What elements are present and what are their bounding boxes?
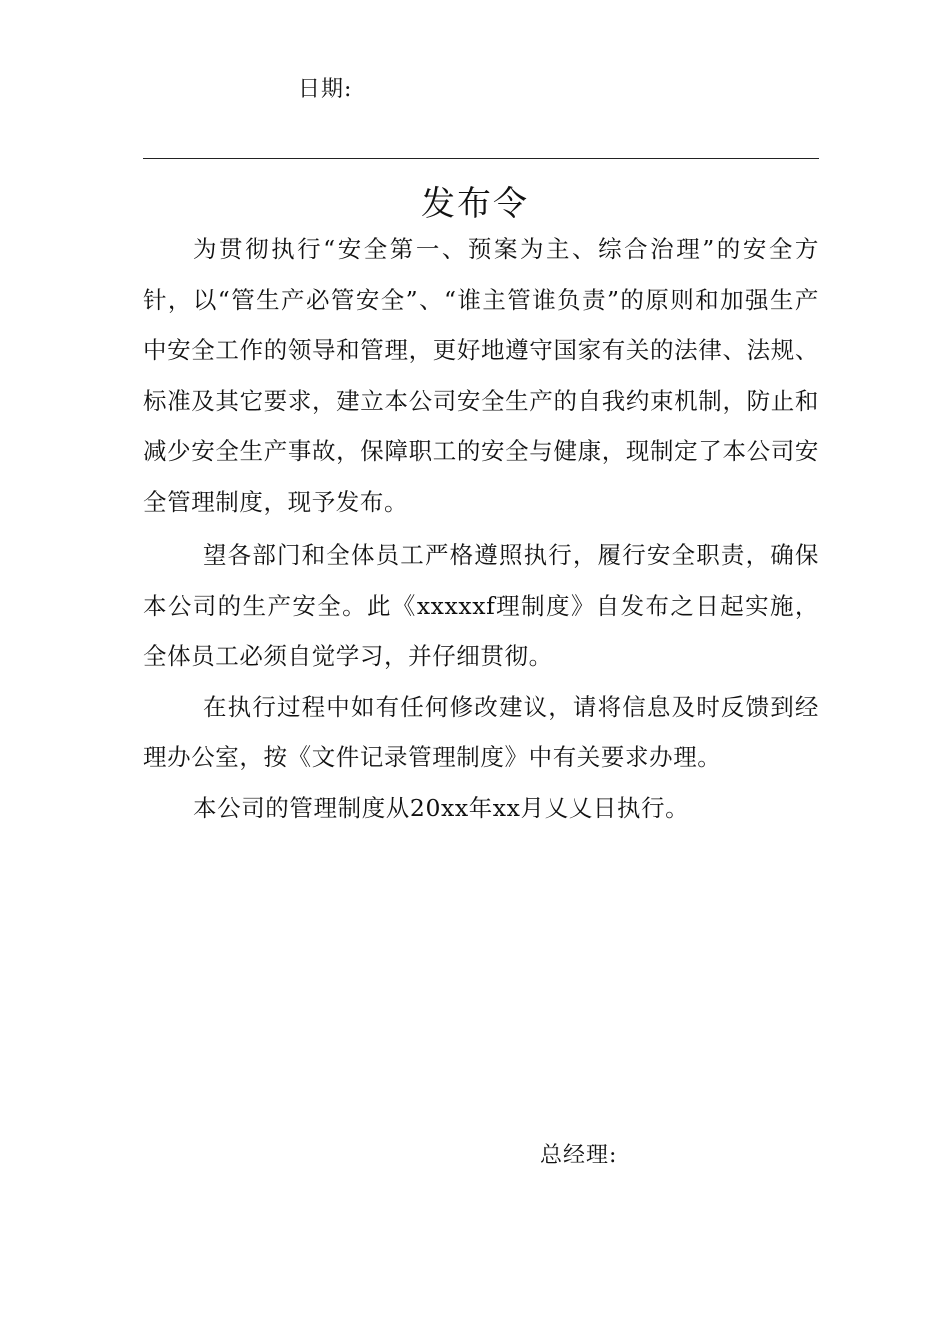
date-label: 日期: xyxy=(298,77,353,102)
paragraph-3: 在执行过程中如有任何修改建议，请将信息及时反馈到经理办公室，按《文件记录管理制度》中有关要求办理。 xyxy=(143,692,819,771)
paragraph-1: 为贯彻执行“安全第一、预案为主、综合治理”的安全方针，以“管生产必管安全”、“谁主管谁负责”的原则和加强生产中安全工作的领导和管理，更好地遵守国家有关的法律、法规、标准及其它要求，建立本公司安全生产的自我约束机制，防止和减少安全生产事故，保障职工的安全与健康，现制定了本公司安全管理制度，现予发布。 xyxy=(143,235,819,516)
paragraph-4: 本公司的管理制度从20xx年xx月乂乂日执行。 xyxy=(193,793,690,822)
header-divider xyxy=(143,158,819,159)
signature-label: 总经理: xyxy=(540,1143,618,1168)
document-body xyxy=(143,224,819,833)
paragraph-2: 望各部门和全体员工严格遵照执行，履行安全职责，确保本公司的生产安全。此《xxxxxf理制度》自发布之日起实施，全体员工必须自觉学习，并仔细贯彻。 xyxy=(143,541,819,670)
document-title: 发布令 xyxy=(421,184,529,224)
